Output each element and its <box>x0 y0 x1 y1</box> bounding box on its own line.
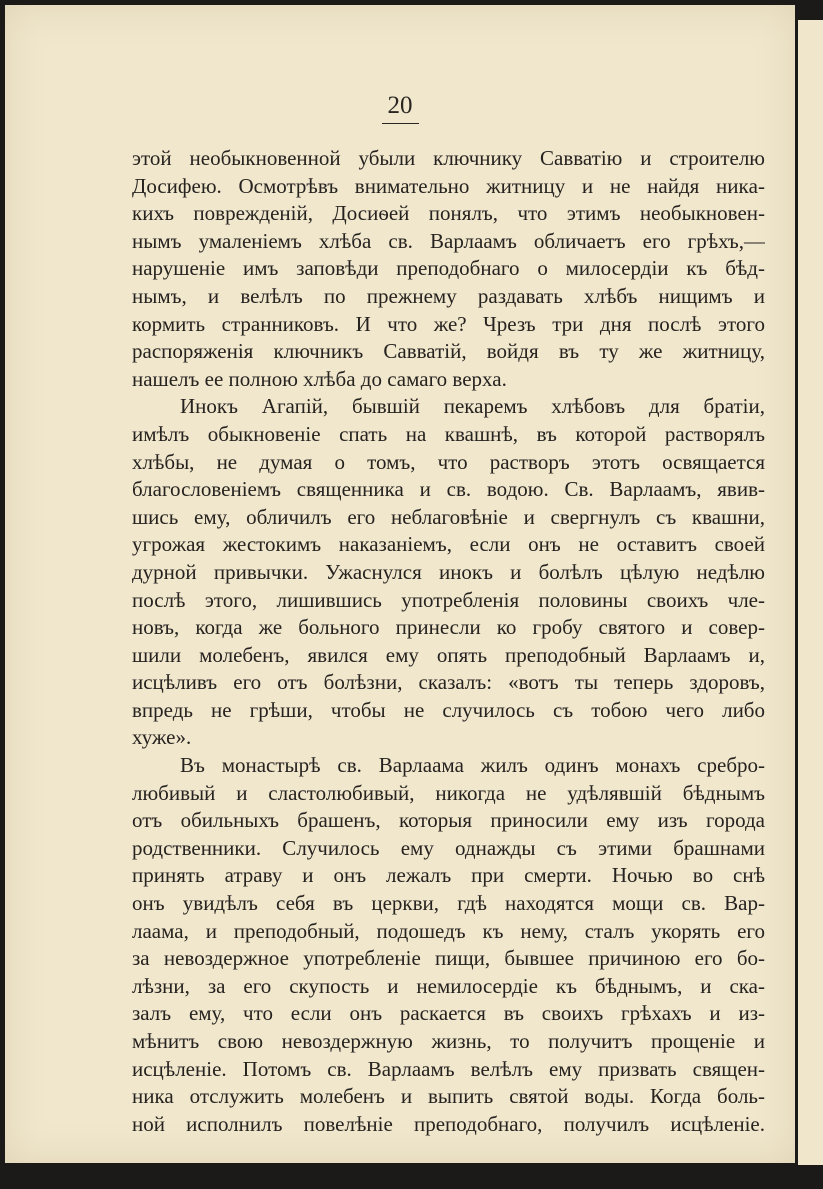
text-line: хлѣбы, не думая о томъ, что растворъ этотъ освящается <box>132 449 765 474</box>
text-line: любивый и сластолюбивый, никогда не удѣлявшій бѣднымъ <box>132 780 765 805</box>
text-line: послѣ этого, лишившись употребленія половины своихъ чле- <box>132 587 765 612</box>
text-line: этой необыкновенной убыли ключнику Савватію и строителю <box>132 146 765 170</box>
text-line: нашелъ ее полною хлѣба до самаго верха. <box>132 366 507 391</box>
text-line: за невоздержное употребленіе пищи, бывшее причиною его бо- <box>132 946 765 971</box>
text-line: Въ монастырѣ св. Варлаама жилъ одинъ монахъ сребро- <box>180 753 765 778</box>
text-line: исцѣленіе. Потомъ св. Варлаамъ велѣлъ ему призвать священ- <box>132 1056 765 1081</box>
text-line: лѣзни, за его скупость и немилосердіе къ бѣднымъ, и ска- <box>132 973 765 998</box>
text-line: Досифею. Осмотрѣвъ внимательно житницу и не найдя никa- <box>132 173 765 198</box>
text-line: отъ обильныхъ брашенъ, которыя приносили ему изъ города <box>132 808 765 833</box>
text-line: нарушеніе имъ заповѣди преподобнаго о милосердіи къ бѣд- <box>132 256 765 281</box>
text-line: родственники. Случилось ему однажды съ этими брашнами <box>132 835 765 860</box>
page-body-text <box>132 145 765 1138</box>
text-line: Инокъ Агапій, бывшій пекаремъ хлѣбовъ для братіи, <box>180 394 765 419</box>
text-line: ника отслужить молебенъ и выпить святой воды. Когда боль- <box>132 1084 765 1109</box>
page-number: 20 <box>382 91 419 124</box>
text-line: мѣнитъ свою невоздержную жизнь, то получитъ прощеніе и <box>132 1029 765 1053</box>
text-line: впредь не грѣши, чтобы не случилось съ тобою чего либо <box>132 697 765 722</box>
text-line: имѣлъ обыкновеніе спать на квашнѣ, въ которой растворялъ <box>132 421 765 446</box>
text-line: исцѣливъ его отъ болѣзни, сказалъ: «вотъ ты теперь здоровъ, <box>132 670 765 695</box>
page-header <box>5 91 795 124</box>
text-line: ной исполнилъ повелѣніе преподобнаго, получилъ исцѣленіе. <box>132 1111 765 1136</box>
text-line: принять атраву и онъ лежалъ при смерти. Ночью во снѣ <box>132 863 765 888</box>
text-line: лаама, и преподобный, подошедъ къ нему, сталъ укорять его <box>132 918 765 943</box>
text-line: онъ увидѣлъ себя въ церкви, гдѣ находятся мощи св. Вар- <box>132 891 765 916</box>
text-line: дурной привычки. Ужаснулся инокъ и болѣлъ цѣлую недѣлю <box>132 559 765 584</box>
text-line: хуже». <box>132 725 192 750</box>
text-line: распоряженія ключникъ Савватій, войдя въ ту же житницу, <box>132 339 765 364</box>
book-page <box>5 5 795 1163</box>
next-page-edge <box>798 20 823 1165</box>
text-line: угрожая жестокимъ наказаніемъ, если онъ не оставитъ своей <box>132 532 765 557</box>
text-line: шись ему, обличилъ его неблаговѣніе и свергнулъ съ квашни, <box>132 504 765 529</box>
text-line: шили молебенъ, явился ему опять преподобный Варлаамъ и, <box>132 642 765 667</box>
text-line: кормить странниковъ. И что же? Чрезъ три дня послѣ этого <box>132 311 765 336</box>
text-line: нымъ умаленіемъ хлѣба св. Варлаамъ обличаетъ его грѣхъ,— <box>132 228 765 253</box>
text-line: залъ ему, что если онъ раскается въ своихъ грѣхахъ и из- <box>132 1001 765 1026</box>
text-line: новъ, когда же больного принесли ко гробу святого и совер- <box>132 615 765 640</box>
text-line: нымъ, и велѣлъ по прежнему раздавать хлѣбъ нищимъ и <box>132 283 765 308</box>
text-line: кихъ поврежденій, Досиѳей понялъ, что этимъ необыкновен- <box>132 201 765 226</box>
text-line: благословеніемъ священника и св. водою. Св. Варлаамъ, явив- <box>132 477 765 502</box>
